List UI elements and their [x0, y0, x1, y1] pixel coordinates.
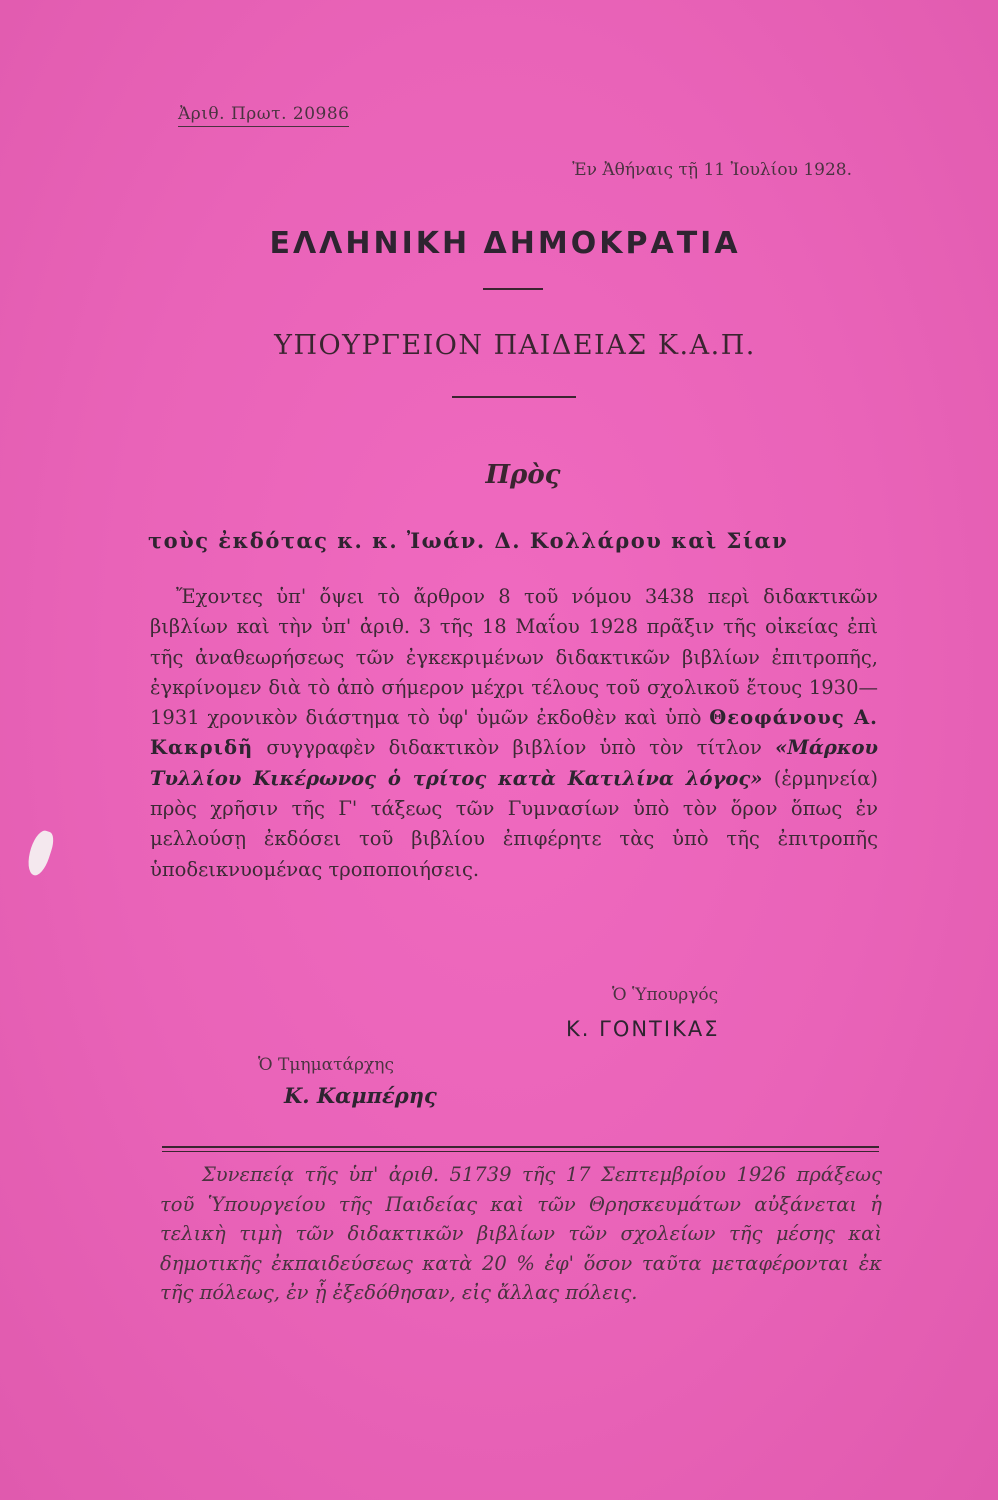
divider-rule [452, 396, 576, 398]
department-head-title: Ὁ Τμηματάρχης [258, 1055, 394, 1075]
body-text-part1: Ἔχοντες ὑπ' ὄψει τὸ ἄρθρον 8 τοῦ νόμου 3438 περὶ διδακτικῶν βιβλίων καὶ τὴν ὑπ' ἀριθ. 3 τῆς 18 Μαΐου 1928 πρᾶξιν τῆς οἰκείας ἐπὶ τῆς ἀναθεωρήσεως τῶν ἐγκεκριμένων διδακτικῶν βιβλίων ἐπιτροπῆς, ἐγκρίνομεν διὰ τὸ ἀπὸ σήμερον μέχρι τέλους τοῦ σχολικοῦ ἔτους 1930—1931 χρονικὸν διάστημα τὸ ὑφ' ὑμῶν ἐκδοθὲν καὶ ὑπὸ [150, 585, 878, 730]
ministry-name: ΥΠΟΥΡΓΕΙΟΝ ΠΑΙΔΕΙΑΣ Κ.Α.Π. [274, 330, 756, 361]
minister-title: Ὁ Ὑπουργός [612, 985, 719, 1005]
letter-body [150, 582, 878, 885]
footnote: Συνεπείᾳ τῆς ὑπ' ἀριθ. 51739 τῆς 17 Σεπτεμβρίου 1926 πράξεως τοῦ Ὑπουργείου τῆς Παιδείας καὶ τῶν Θρησκευμάτων αὐξάνεται ἡ τελικὴ τιμὴ τῶν διδακτικῶν βιβλίων τῶν σχολείων τῆς μέσης καὶ δημοτικῆς ἐκπαιδεύσεως κατὰ 20 % ἐφ' ὅσον ταῦτα μεταφέρονται ἐκ τῆς πόλεως, ἐν ᾗ ἐξεδόθησαν, εἰς ἄλλας πόλεις. [160, 1163, 882, 1304]
double-divider-rule [162, 1146, 879, 1152]
addressee: τοὺς ἐκδότας κ. κ. Ἰωάν. Δ. Κολλάρου καὶ Σίαν [148, 528, 789, 553]
minister-signature: Κ. ΓΟΝΤΙΚΑΣ [566, 1017, 720, 1041]
document-heading: ΕΛΛΗΝΙΚΗ ΔΗΜΟΚΡΑΤΙΑ [269, 226, 741, 261]
reference-number: Ἀριθ. Πρωτ. 20986 [178, 104, 349, 127]
paper-damage-spot [23, 828, 56, 878]
body-text-part2: συγγραφὲν διδακτικὸν βιβλίον ὑπὸ τὸν τίτλον [266, 736, 762, 760]
divider-rule [483, 288, 543, 290]
book-title: «Μάρκου Τυλλίου Κικέρωνος ὁ τρίτος κατὰ Κατιλίνα λόγος» [150, 736, 878, 790]
department-head-signature: Κ. Καμπέρης [284, 1083, 437, 1108]
body-text-part3: (ἑρμηνεία) πρὸς χρῆσιν τῆς Γ' τάξεως τῶν Γυμνασίων ὑπὸ τὸν ὅρον ὅπως ἐν μελλούσῃ ἐκδόσει τοῦ βιβλίου ἐπιφέρητε τὰς ὑπὸ τῆς ἐπιτροπῆς ὑποδεικνυομένας τροποποιήσεις. [150, 766, 878, 881]
author-name: Θεοφάνους Α. Κακριδῆ [150, 706, 878, 760]
dateline: Ἐν Ἀθήναις τῇ 11 Ἰουλίου 1928. [572, 160, 852, 180]
salutation: Πρὸς [485, 460, 561, 490]
